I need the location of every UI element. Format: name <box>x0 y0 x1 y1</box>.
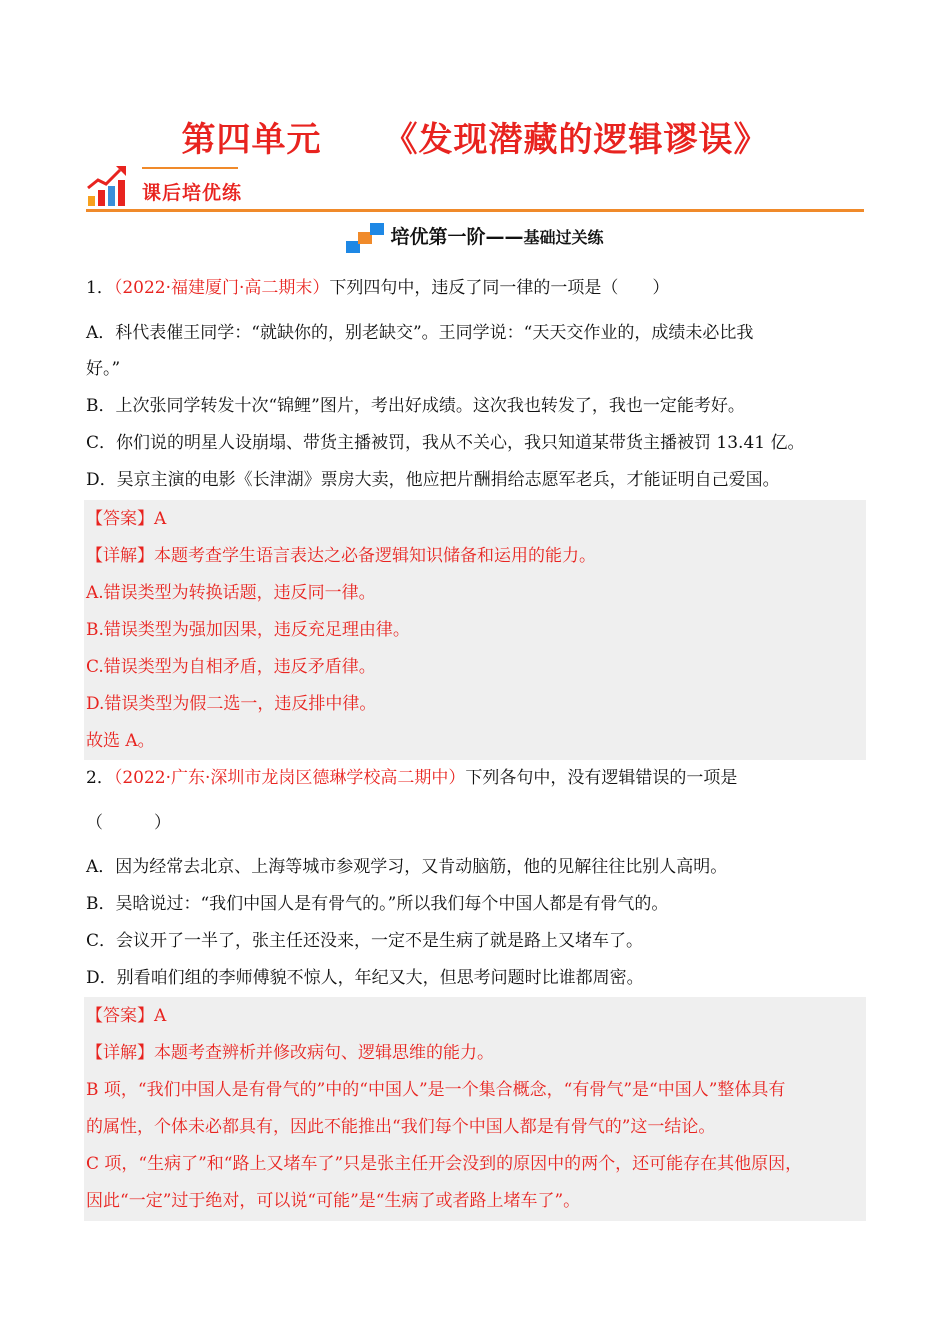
q2-option-a: A．因为经常去北京、上海等城市参观学习，又肯动脑筋，他的见解往往比别人高明。 <box>86 857 728 877</box>
section-heading <box>0 222 950 253</box>
q2-option-d: D．别看咱们组的李师傅貌不惊人，年纪又大，但思考问题时比谁都周密。 <box>86 968 644 988</box>
question-1-source: （2022·福建厦门·高二期末） <box>113 278 330 298</box>
q2-explain-c: C 项，“生病了”和“路上又堵车了”只是张主任开会没到的原因中的两个，还可能存在其他原因， <box>86 1154 803 1174</box>
section-title: 培优第一阶—— <box>390 226 524 248</box>
q2-detail: 【详解】本题考查辨析并修改病句、逻辑思维的能力。 <box>86 1043 494 1063</box>
q1-explain-d: D.错误类型为假二选一，违反排中律。 <box>86 694 377 714</box>
q2-stem-cont: （ ） <box>86 813 171 833</box>
q1-answer: 【答案】A <box>86 509 167 529</box>
question-2-source: （2022·广东·深圳市龙岗区德琳学校高二期中） <box>113 768 466 788</box>
q1-option-a-cont: 好。” <box>86 359 121 379</box>
q1-explain-a: A.错误类型为转换话题，违反同一律。 <box>86 583 376 603</box>
title-unit: 第四单元 <box>181 120 322 160</box>
q2-option-b: B．吴晗说过：“我们中国人是有骨气的。”所以我们每个中国人都是有骨气的。 <box>86 894 669 914</box>
question-1-stem: 1．（2022·福建厦门·高二期末）下列四句中，违反了同一律的一项是（ ） <box>86 278 670 298</box>
q2-answer: 【答案】A <box>86 1006 167 1026</box>
stairs-icon <box>346 223 386 253</box>
question-2-stem: 2．（2022·广东·深圳市龙岗区德琳学校高二期中）下列各句中，没有逻辑错误的一项是 <box>86 768 738 788</box>
section-subtitle: 基础过关练 <box>523 228 604 247</box>
q2-explain-b-cont: 的属性，个体未必都具有，因此不能推出“我们每个中国人都是有骨气的”这一结论。 <box>86 1117 716 1137</box>
q1-option-d: D．吴京主演的电影《长津湖》票房大卖，他应把片酬捐给志愿军老兵，才能证明自己爱国。 <box>86 470 780 490</box>
title-lesson: 《发现潜藏的逻辑谬误》 <box>383 120 769 160</box>
growth-chart-icon <box>86 162 132 208</box>
page-title <box>0 112 950 161</box>
q2-explain-b: B 项，“我们中国人是有骨气的”中的“中国人”是一个集合概念，“有骨气”是“中国人”整体具有 <box>86 1080 786 1100</box>
q1-detail: 【详解】本题考查学生语言表达之必备逻辑知识储备和运用的能力。 <box>86 546 596 566</box>
q1-option-b: B．上次张同学转发十次“锦鲤”图片，考出好成绩。这次我也转发了，我也一定能考好。 <box>86 396 745 416</box>
q2-explain-c-cont: 因此“一定”过于绝对，可以说“可能”是“生病了或者路上堵车了”。 <box>86 1191 581 1211</box>
q2-answer-box <box>84 997 866 1221</box>
q2-option-c: C．会议开了一半了，张主任还没来，一定不是生病了就是路上又堵车了。 <box>86 931 644 951</box>
q1-explain-b: B.错误类型为强加因果，违反充足理由律。 <box>86 620 410 640</box>
q1-explain-c: C.错误类型为自相矛盾，违反矛盾律。 <box>86 657 376 677</box>
banner-label: 课后培优练 <box>142 182 243 204</box>
q1-option-c: C．你们说的明星人设崩塌、带货主播被罚，我从不关心，我只知道某带货主播被罚 13.41 亿。 <box>86 433 805 453</box>
q1-conclusion: 故选 A。 <box>86 731 155 751</box>
practice-banner <box>86 160 864 212</box>
q1-option-a: A．科代表催王同学：“就缺你的，别老缺交”。王同学说：“天天交作业的，成绩未必比我 <box>86 323 754 343</box>
